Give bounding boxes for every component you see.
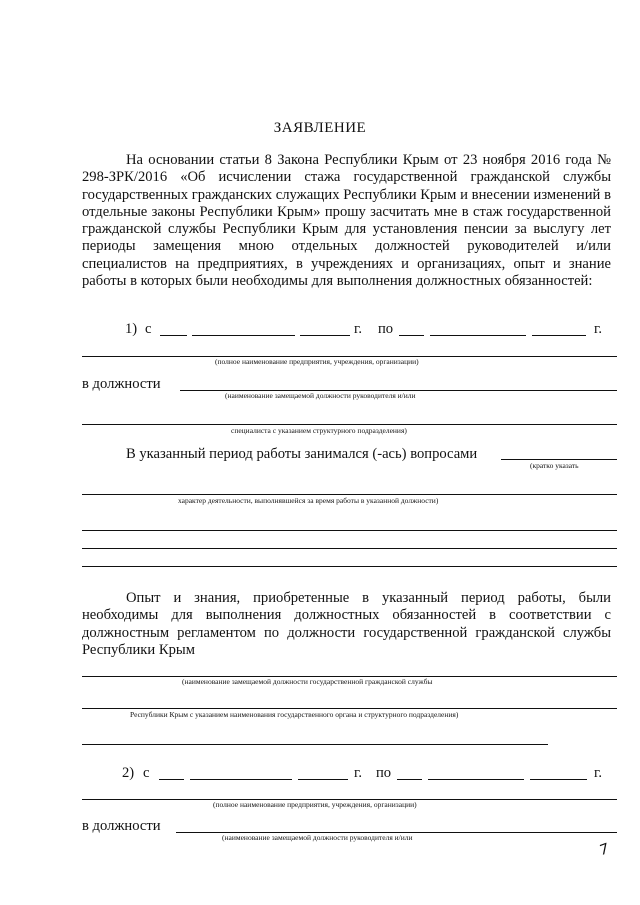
- period1-work-hint: (кратко указать: [530, 461, 579, 470]
- period2-start-month-field[interactable]: [190, 779, 292, 780]
- period1-work-hint-2: характер деятельности, выполнявшейся за время работы в указанной должности): [178, 496, 439, 505]
- period2-from: с: [143, 765, 150, 781]
- period2-number: 2): [122, 765, 135, 781]
- document-title: ЗАЯВЛЕНИЕ: [273, 120, 367, 136]
- period2-year-mark: г.: [354, 765, 362, 781]
- civil-service-hint-2: Республики Крым с указанием наименования государственного органа и структурного подразделения): [130, 710, 459, 719]
- period1-end-month-field[interactable]: [430, 335, 526, 336]
- period2-organization-hint: (полное наименование предприятия, учреждения, организации): [213, 800, 417, 809]
- period2-end-day-field[interactable]: [397, 779, 422, 780]
- period1-start-year-field[interactable]: [300, 335, 350, 336]
- period2-end-month-field[interactable]: [428, 779, 524, 780]
- period1-organization-hint: (полное наименование предприятия, учреждения, организации): [215, 357, 419, 366]
- period1-start-day-field[interactable]: [160, 335, 187, 336]
- intro-paragraph: На основании статьи 8 Закона Республики Крым от 23 ноября 2016 года № 298-ЗРК/2016 «Об исчислении стажа государственной гражданской службы государственных гражданских служащих Республики Крым и внесении изменений в отдельные законы Республики Крым» прошу засчитать мне в стаж государственной гражданской службы Республики Крым для установления пенсии за выслугу лет периоды замещения мною отдельных должностей руководителей и/или специалистов на предприятиях, в учреждениях и организациях, опыт и знание работы в которых были необходимы для выполнения должностных обязанностей:: [82, 152, 611, 290]
- period1-position-label: в должности: [82, 376, 161, 392]
- period1-number: 1): [125, 321, 138, 337]
- experience-paragraph: Опыт и знания, приобретенные в указанный период работы, были необходимы для выполнения должностных обязанностей в соответствии с должностным регламентом по должности государственной гражданской службы Республики Крым: [82, 590, 611, 658]
- period1-work-field-5[interactable]: [82, 566, 617, 567]
- period1-position-field-2[interactable]: [82, 424, 617, 425]
- period2-end-year-field[interactable]: [530, 779, 587, 780]
- period1-from: с: [145, 321, 152, 337]
- period1-start-month-field[interactable]: [192, 335, 295, 336]
- period2-start-year-field[interactable]: [298, 779, 348, 780]
- period2-position-label: в должности: [82, 818, 161, 834]
- period1-work-label: В указанный период работы занимался (-ась) вопросами: [126, 446, 478, 462]
- period1-year-mark-end: г.: [594, 321, 602, 337]
- civil-service-position-field-3[interactable]: [82, 744, 548, 745]
- period1-to: по: [378, 321, 394, 337]
- period1-position-hint-2: специалиста с указанием структурного подразделения): [231, 426, 407, 435]
- period1-position-hint: (наименование замещаемой должности руководителя и/или: [225, 391, 416, 400]
- civil-service-hint: (наименование замещаемой должности государственной гражданской службы: [182, 677, 433, 686]
- page-number-mark: 7: [597, 840, 612, 860]
- period1-work-field-2[interactable]: [82, 494, 617, 495]
- period1-work-field[interactable]: [501, 459, 617, 460]
- period1-work-field-4[interactable]: [82, 548, 617, 549]
- period1-end-day-field[interactable]: [399, 335, 424, 336]
- period2-position-hint: (наименование замещаемой должности руководителя и/или: [222, 833, 413, 842]
- civil-service-position-field-2[interactable]: [82, 708, 617, 709]
- period1-end-year-field[interactable]: [532, 335, 586, 336]
- period1-year-mark: г.: [354, 321, 362, 337]
- period2-year-mark-end: г.: [594, 765, 602, 781]
- period2-start-day-field[interactable]: [159, 779, 184, 780]
- period1-work-field-3[interactable]: [82, 530, 617, 531]
- period2-to: по: [376, 765, 392, 781]
